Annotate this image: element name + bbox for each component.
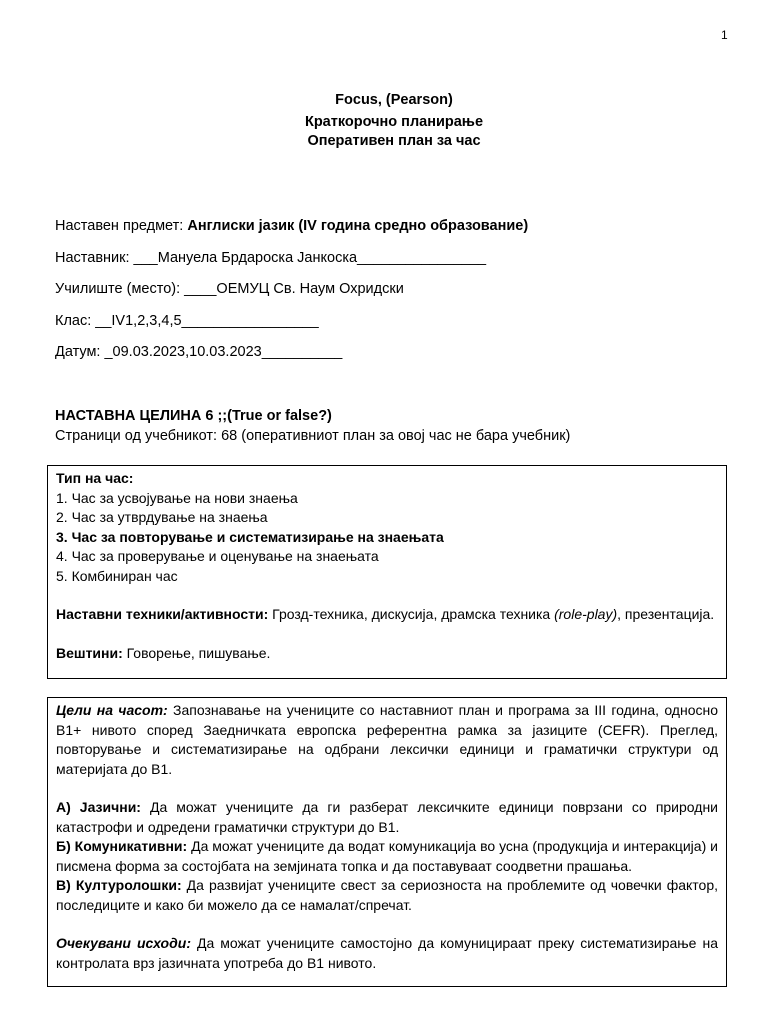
subject-line (55, 218, 528, 234)
doc-title: Focus, (Pearson) (335, 92, 453, 108)
techniques-paragraph: Наставни техники/активности: Грозд-техника, дискусија, драмска техника (role-play), презентација. (56, 606, 715, 622)
page-number: 1 (721, 28, 728, 42)
unit-pages: Страници од учебникот: 68 (оперативниот план за овој час не бара учебник) (55, 428, 571, 444)
subject-label: Наставен предмет: (55, 218, 188, 234)
school-line: Училиште (место): ____ОЕМУЦ Св. Наум Охридски (55, 281, 404, 297)
type-item: 4. Час за проверување и оценување на знаењата (56, 548, 379, 564)
date-line: Датум: _09.03.2023,10.03.2023__________ (55, 344, 343, 360)
goal-language: А) Јазични: Да можат учениците да ги разберат лексичките единици поврзани со природни катастрофи и одредени граматички структури до B1. (56, 799, 718, 835)
expected-outcomes: Очекувани исходи: Да можат учениците самостојно да комуницираат преку систематизирање на контролата врз јазичната употреба до B1 нивото. (56, 935, 718, 971)
teacher-line: Наставник: ___Мануела Брдароска Јанкоска________________ (55, 250, 487, 266)
goal-communicative: Б) Комуникативни: Да можат учениците да водат комуникација во усна (продукција и интеракција) и писмена форма за состојбата на земјината топка и да поставуваат соодветни прашања. (56, 838, 718, 874)
unit-title: НАСТАВНА ЦЕЛИНА 6 ;;(True or false?) (55, 408, 332, 424)
type-title: Тип на час: (56, 470, 134, 486)
type-item-selected: 3. Час за повторување и систематизирање на знаењата (56, 528, 444, 545)
goal-cultural: В) Културолошки: Да развијат учениците свест за сериозноста на проблемите од човечки фактор, последиците и како би можело да се намалат/спречат. (56, 877, 719, 913)
doc-subtitle: Краткорочно планирање (304, 114, 484, 130)
subject-value: Англиски јазик (IV година средно образование) (187, 218, 529, 234)
class-line: Клас: __IV1,2,3,4,5_________________ (55, 313, 319, 329)
skills-paragraph: Вештини: Говорење, пишување. (56, 644, 271, 661)
lesson-type-box (47, 465, 727, 679)
type-item: 1. Час за усвојување на нови знаења (56, 489, 298, 506)
lesson-goals-box (47, 697, 727, 987)
type-item: 2. Час за утврдување на знаења (56, 509, 268, 525)
doc-subtitle-2: Оперативен план за час (307, 133, 481, 149)
goals-paragraph: Цели на часот: Запознавање на учениците со наставниот план и програма за III година, односно B1+ нивото според Заедничката европска референтна рамка за јазиците (CEFR). Преглед, повторување и систематизирање на одбрани лексички единици и граматички структури од материјата до B1. (56, 702, 719, 777)
type-item: 5. Комбиниран час (56, 567, 178, 584)
